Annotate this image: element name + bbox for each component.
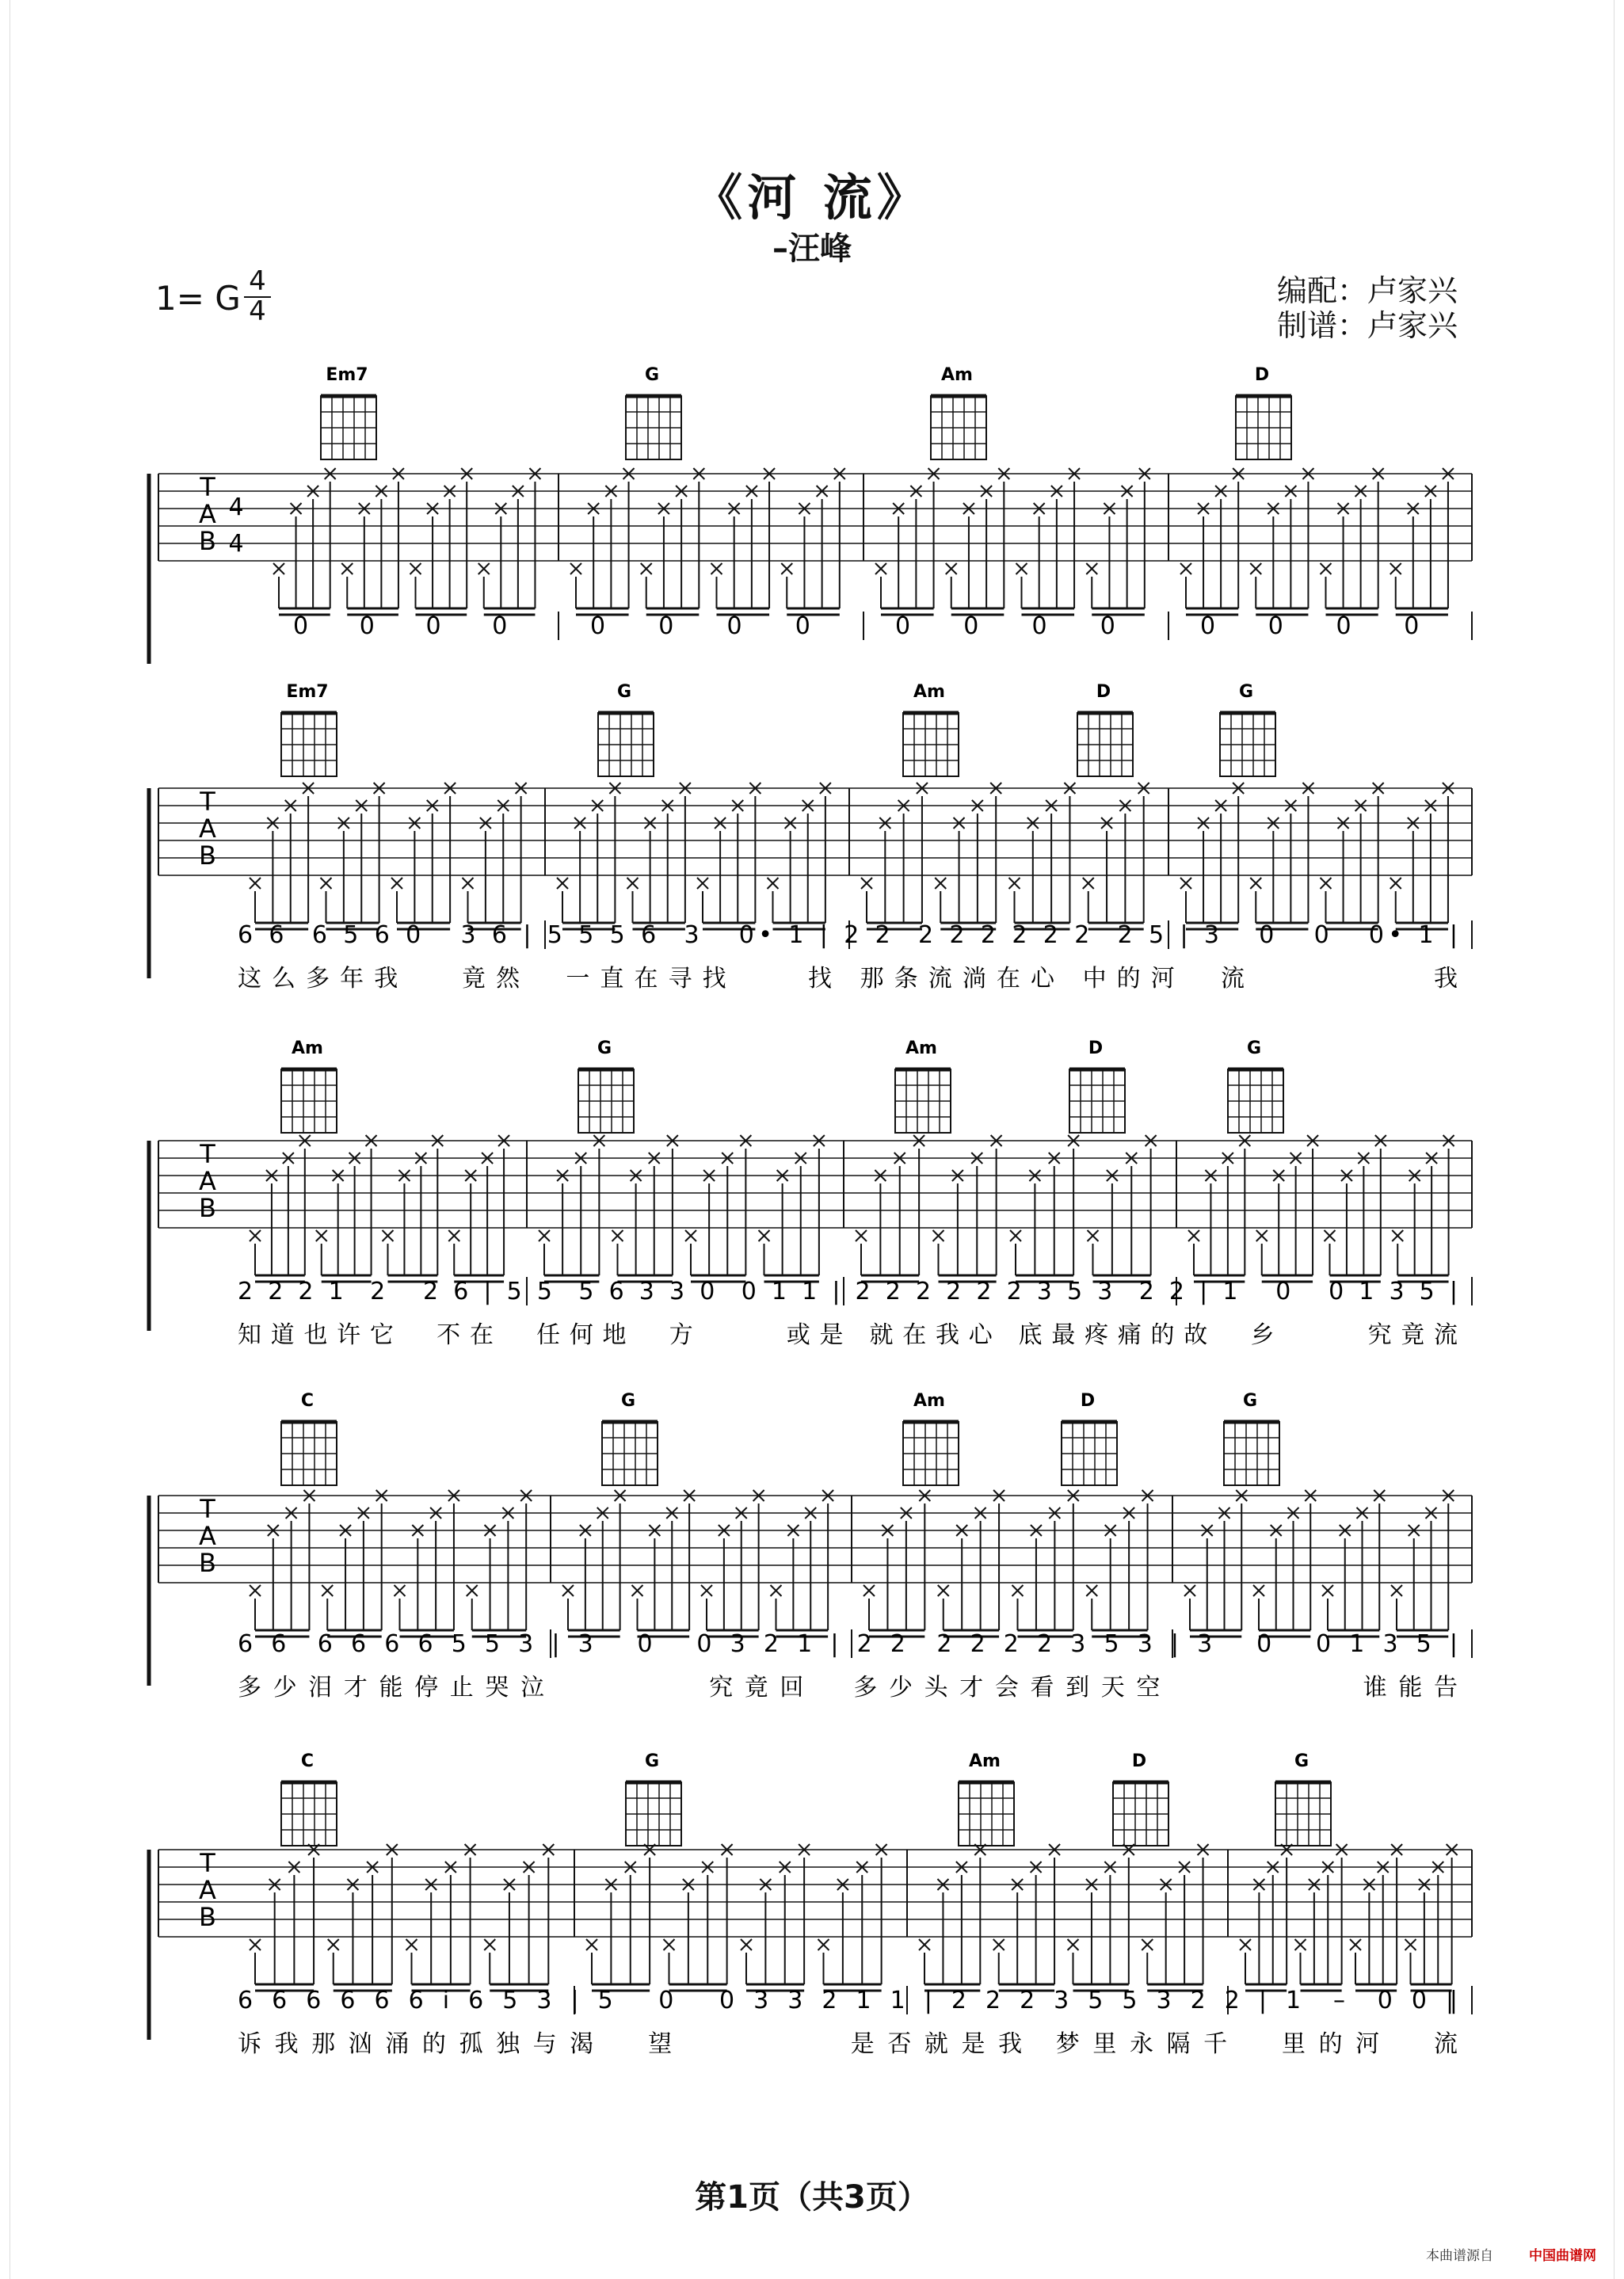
chord-name: D [1254,365,1270,385]
tab-note-x [478,563,490,574]
song-title: 《河 流》 [693,169,931,227]
tab-note-x [484,1939,495,1950]
transcriber-credit: 制谱：卢家兴 [1277,308,1458,343]
chord-name: D [1088,1039,1104,1058]
chord-name: G [1246,1039,1262,1058]
tab-note-x [1016,563,1027,574]
tab-note-x [711,563,722,574]
tab-note-x [1180,563,1191,574]
numbered-note: 0 [963,612,979,640]
tab-note-x [933,1230,944,1241]
tab-note-x [1083,878,1094,889]
tab-note-x [316,1230,327,1241]
tab-note-x [321,878,332,889]
tab-note-x [463,878,474,889]
page-number: 第1页（共3页） [695,2179,929,2216]
tab-note-x [919,1939,930,1950]
tab-note-x [935,878,946,889]
chord-name: G [1242,1391,1258,1411]
numbered-note: 0 [1268,612,1283,640]
numbered-note: 0 [895,612,911,640]
tab-note-x [759,1230,770,1241]
tab-note-x [1350,1939,1361,1950]
numbered-note: 0 [425,612,441,640]
tab-note-x [861,878,872,889]
tab-note-x [586,1939,597,1950]
tab-note-x [1405,1939,1416,1950]
tab-note-x [1240,1939,1251,1950]
chord-name: G [597,1039,612,1058]
tab-note-x [1390,563,1401,574]
tab-note-x [383,1230,394,1241]
tab-note-x [250,878,261,889]
arranger-credit: 编配：卢家兴 [1277,273,1458,308]
tab-note-x [993,1939,1005,1950]
chord-name: D [1096,682,1111,702]
lyrics-line: 这么多年我 竟然 一直在寻找 找 那条流淌在心 中的河 流 我 [238,965,1458,993]
tab-note-x [1322,1585,1333,1596]
numbered-note: 0 [1336,612,1351,640]
tab-clef-letter: A [199,814,216,844]
numbered-note: 0 [795,612,810,640]
tab-note-x [1086,563,1097,574]
tab-note-x [697,878,708,889]
tab-note-x [781,563,792,574]
tab-note-x [406,1939,417,1950]
chord-name: G [616,682,632,702]
tab-note-x [562,1585,574,1596]
tab-note-x [856,1230,867,1241]
tab-note-x [322,1585,333,1596]
chord-name: Em7 [326,365,368,385]
numbered-note: 0 [1100,612,1115,640]
tab-note-x [341,563,353,574]
numbered-note: 0 [492,612,508,640]
artist-name: –汪峰 [772,231,852,267]
tab-note-x [1250,878,1261,889]
tab-note-x [1184,1585,1195,1596]
chord-name: Em7 [286,682,329,702]
chord-name: Am [292,1039,323,1058]
tab-note-x [1391,1585,1402,1596]
tab-clef-letter: B [199,526,216,556]
time-signature-top: 4 [249,265,266,297]
numbered-notation-line: 6 6 6 6 6 6 i 6 5 3 | 5 0 0 3 3 2 1 1 | 2 2 2 3 5 5 3 2 2 | 1 – 0 0 ‖ [238,1987,1458,2014]
tab-note-x [771,1585,782,1596]
tab-clef-letter: A [199,1875,216,1905]
lyrics-line: 多少泪才能停止哭泣 究竟回 多少头才会看到天空 谁能告 [238,1674,1458,1702]
tab-note-x [1180,878,1191,889]
chord-name: G [620,1391,636,1411]
tab-note-x [557,878,568,889]
tab-note-x [391,878,402,889]
tab-note-x [250,1939,261,1950]
tab-note-x [1088,1230,1099,1241]
tab-note-x [395,1585,406,1596]
tab-note-x [1010,1230,1021,1241]
tab-note-x [250,1230,261,1241]
numbered-notation-line: 2 2 2 1 2 2 6 | 5 5 5 6 3 3 0 0 1 1 | 2 2 2 2 2 2 3 5 3 2 2 | 1 0 0 1 3 5 | [238,1278,1458,1305]
lyrics-line: 知道也许它 不在 任何地 方 或是 就在我心 底最疼痛的故 乡 究竟流 [238,1321,1458,1349]
key-signature: 1= G [155,279,241,318]
tab-note-x [741,1939,752,1950]
tab-note-x [946,563,957,574]
tab-note-x [641,563,652,574]
numbered-note: 0 [726,612,742,640]
tab-clef-letter: T [200,1494,215,1524]
tab-note-x [539,1230,550,1241]
chord-name: G [1294,1751,1309,1771]
source-label: 本曲谱源自 [1426,2248,1493,2264]
tab-note-x [875,563,886,574]
tab-time-top: 4 [228,494,244,521]
numbered-note: 0 [1031,612,1047,640]
tab-note-x [701,1585,712,1596]
tab-note-x [1142,1939,1153,1950]
tab-note-x [1068,1939,1079,1950]
tab-clef-letter: T [200,472,215,502]
tab-note-x [1325,1230,1336,1241]
tab-note-x [1188,1230,1199,1241]
tab-note-x [467,1585,478,1596]
tab-clef-letter: A [199,1166,216,1196]
tab-time-bottom: 4 [228,530,244,558]
tab-note-x [1250,563,1261,574]
chord-name: Am [969,1751,1001,1771]
numbered-note: 0 [1200,612,1216,640]
tab-note-x [632,1585,643,1596]
tab-note-x [1390,878,1401,889]
numbered-notation-line: 6 6 6 6 6 6 5 5 3 | 3 0 0 3 2 1 | 2 2 2 2 2 2 3 5 3 | 3 0 0 1 3 5 | [238,1630,1458,1658]
chord-name: Am [905,1039,937,1058]
numbered-note: 0 [293,612,309,640]
tab-clef-letter: B [199,1193,216,1223]
chord-name: D [1080,1391,1096,1411]
tab-note-x [570,563,581,574]
tab-clef-letter: B [199,1902,216,1932]
tab-note-x [328,1939,339,1950]
tab-note-x [863,1585,875,1596]
source-site: 中国曲谱网 [1529,2248,1596,2264]
numbered-note: 0 [658,612,674,640]
tab-note-x [768,878,779,889]
tab-note-x [627,878,639,889]
tab-note-x [685,1230,696,1241]
tab-note-x [664,1939,675,1950]
numbered-note: 0 [590,612,606,640]
lyrics-line: 诉我那汹涌的孤独与渴 望 是否就是我 梦里永隔千 里的河 流 [238,2030,1458,2058]
tab-clef-letter: T [200,1139,215,1169]
numbered-notation-line: 6 6 6 5 6 0 3 6 | 5 5 5 6 3 0• 1 | 2 2 2 2 2 2 2 2 2 5 | 3 0 0 0• 1 | [238,921,1458,949]
numbered-note: 0 [1404,612,1420,640]
chord-name: C [300,1751,315,1771]
tab-note-x [612,1230,623,1241]
tab-note-x [448,1230,459,1241]
tab-clef-letter: A [199,1521,216,1551]
chord-name: G [644,1751,660,1771]
chord-name: Am [941,365,973,385]
tab-note-x [1009,878,1020,889]
tab-note-x [818,1939,829,1950]
tab-note-x [250,1585,261,1596]
tab-note-x [1253,1585,1264,1596]
tab-clef-letter: B [199,840,216,871]
chord-name: Am [913,682,945,702]
tab-clef-letter: T [200,787,215,817]
chord-name: D [1131,1751,1147,1771]
tab-clef-letter: T [200,1848,215,1878]
tab-note-x [1321,878,1332,889]
tab-note-x [1256,1230,1268,1241]
tab-clef-letter: B [199,1548,216,1578]
chord-name: C [300,1391,315,1411]
tab-note-x [1295,1939,1306,1950]
chord-name: G [644,365,660,385]
tab-note-x [1086,1585,1097,1596]
tab-note-x [1392,1230,1403,1241]
tab-note-x [1321,563,1332,574]
chord-name: G [1238,682,1254,702]
tab-note-x [410,563,421,574]
numbered-note: 0 [359,612,375,640]
time-signature-bottom: 4 [244,296,271,325]
chord-name: Am [913,1391,945,1411]
tab-clef-letter: A [199,499,216,529]
tab-note-x [1012,1585,1024,1596]
tab-note-x [938,1585,949,1596]
tab-note-x [273,563,284,574]
